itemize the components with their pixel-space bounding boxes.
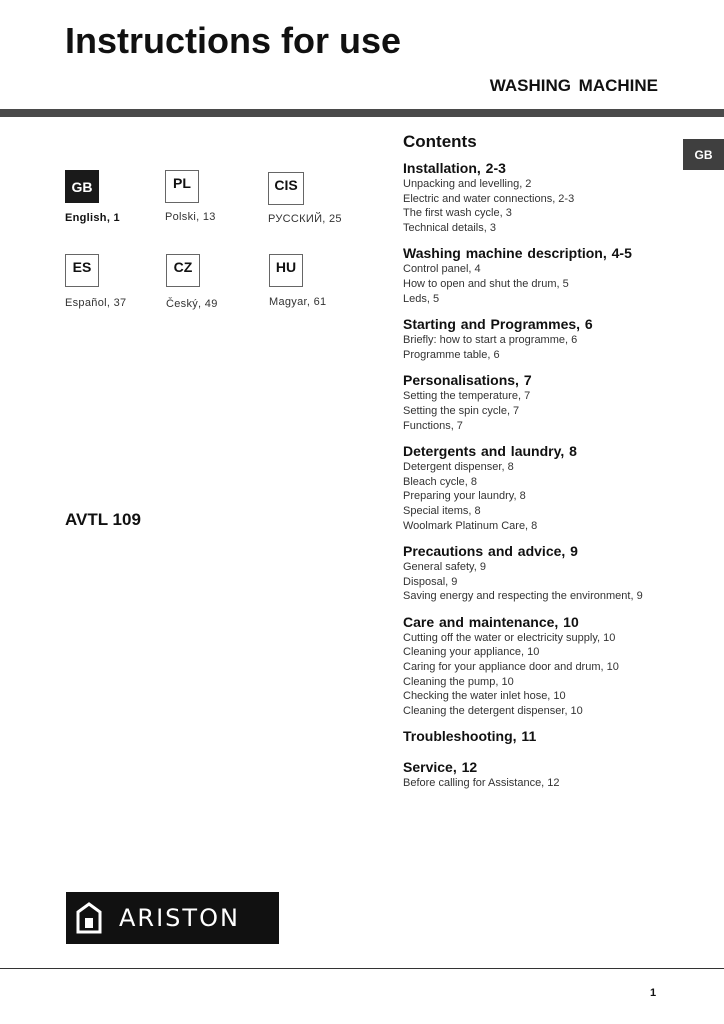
- toc-section-title: Service, 12: [403, 759, 478, 776]
- toc-section: [403, 443, 683, 533]
- toc-item: Caring for your appliance door and drum, 10: [403, 661, 619, 674]
- toc-section-title: Installation, 2-3: [403, 160, 506, 176]
- toc-item: Bleach cycle, 8: [403, 475, 477, 488]
- toc-section-title: Troubleshooting, 11: [403, 728, 537, 745]
- toc-item: The first wash cycle, 3: [403, 207, 512, 220]
- toc-item: Cleaning the pump, 10: [403, 675, 514, 688]
- page-subtitle: WASHING MACHINE: [489, 76, 658, 95]
- toc-item: Setting the temperature, 7: [403, 390, 531, 403]
- toc-item: Special items, 8: [403, 504, 481, 517]
- toc-section: [403, 728, 683, 745]
- table-of-contents: [403, 132, 683, 801]
- toc-item: Leds, 5: [403, 292, 440, 305]
- toc-item: Functions, 7: [403, 419, 463, 432]
- toc-item: Cutting off the water or electricity supply, 10: [403, 631, 616, 644]
- lang-label-cis: РУССКИЙ, 25: [268, 213, 342, 225]
- toc-item: Before calling for Assistance, 12: [403, 777, 560, 790]
- toc-section-title: Personalisations, 7: [403, 372, 532, 389]
- toc-item: Briefly: how to start a programme, 6: [403, 334, 578, 347]
- toc-section: [403, 543, 683, 604]
- toc-section-title: Care and maintenance, 10: [403, 613, 579, 630]
- toc-item: How to open and shut the drum, 5: [403, 277, 569, 290]
- page-title: Instructions for use: [65, 20, 402, 61]
- toc-section: [403, 372, 683, 433]
- page-number: 1: [650, 987, 657, 999]
- toc-item: General safety, 9: [403, 561, 486, 574]
- lang-label-hu: Magyar, 61: [269, 296, 327, 308]
- toc-section-title: Starting and Programmes, 6: [403, 316, 593, 333]
- contents-title: Contents: [403, 132, 477, 151]
- toc-item: Preparing your laundry, 8: [403, 490, 526, 503]
- toc-item: Detergent dispenser, 8: [403, 461, 514, 474]
- logo-wordmark: ARISTON: [119, 904, 240, 932]
- toc-item: Setting the spin cycle, 7: [403, 404, 520, 417]
- toc-item: Unpacking and levelling, 2: [403, 178, 532, 190]
- model-number: AVTL 109: [65, 510, 141, 529]
- lang-code-hu: HU: [269, 254, 303, 287]
- toc-item: Technical details, 3: [403, 221, 496, 234]
- toc-section: [403, 759, 683, 791]
- lang-label-cz: Český, 49: [166, 298, 218, 310]
- toc-section-title: Washing machine description, 4-5: [403, 245, 632, 262]
- toc-item: Saving energy and respecting the environment, 9: [403, 590, 643, 603]
- toc-section: [403, 316, 683, 362]
- lang-code-cis: CIS: [268, 172, 304, 205]
- toc-section-title: Precautions and advice, 9: [403, 543, 578, 560]
- language-side-tab: GB: [683, 139, 724, 170]
- toc-section: [403, 245, 683, 306]
- toc-item: Cleaning your appliance, 10: [403, 646, 540, 659]
- lang-label-gb: English, 1: [65, 212, 120, 224]
- toc-item: Woolmark Platinum Care, 8: [403, 519, 538, 532]
- toc-section: [403, 614, 683, 719]
- toc-section-title: Detergents and laundry, 8: [403, 443, 577, 460]
- lang-label-pl: Polski, 13: [165, 211, 216, 223]
- lang-label-es: Español, 37: [65, 297, 127, 309]
- toc-item: Checking the water inlet hose, 10: [403, 690, 566, 703]
- lang-code-gb: GB: [65, 170, 99, 203]
- toc-item: Electric and water connections, 2-3: [403, 192, 575, 205]
- footer-divider: [0, 968, 724, 969]
- ariston-logo: [66, 892, 279, 944]
- ariston-house-icon: [76, 902, 102, 934]
- toc-item: Disposal, 9: [403, 575, 458, 588]
- toc-section: [403, 160, 683, 235]
- lang-code-pl: PL: [165, 170, 199, 203]
- toc-item: Cleaning the detergent dispenser, 10: [403, 704, 583, 717]
- lang-code-es: ES: [65, 254, 99, 287]
- toc-item: Programme table, 6: [403, 348, 500, 361]
- header-divider: [0, 109, 724, 117]
- lang-code-cz: CZ: [166, 254, 200, 287]
- toc-item: Control panel, 4: [403, 263, 481, 276]
